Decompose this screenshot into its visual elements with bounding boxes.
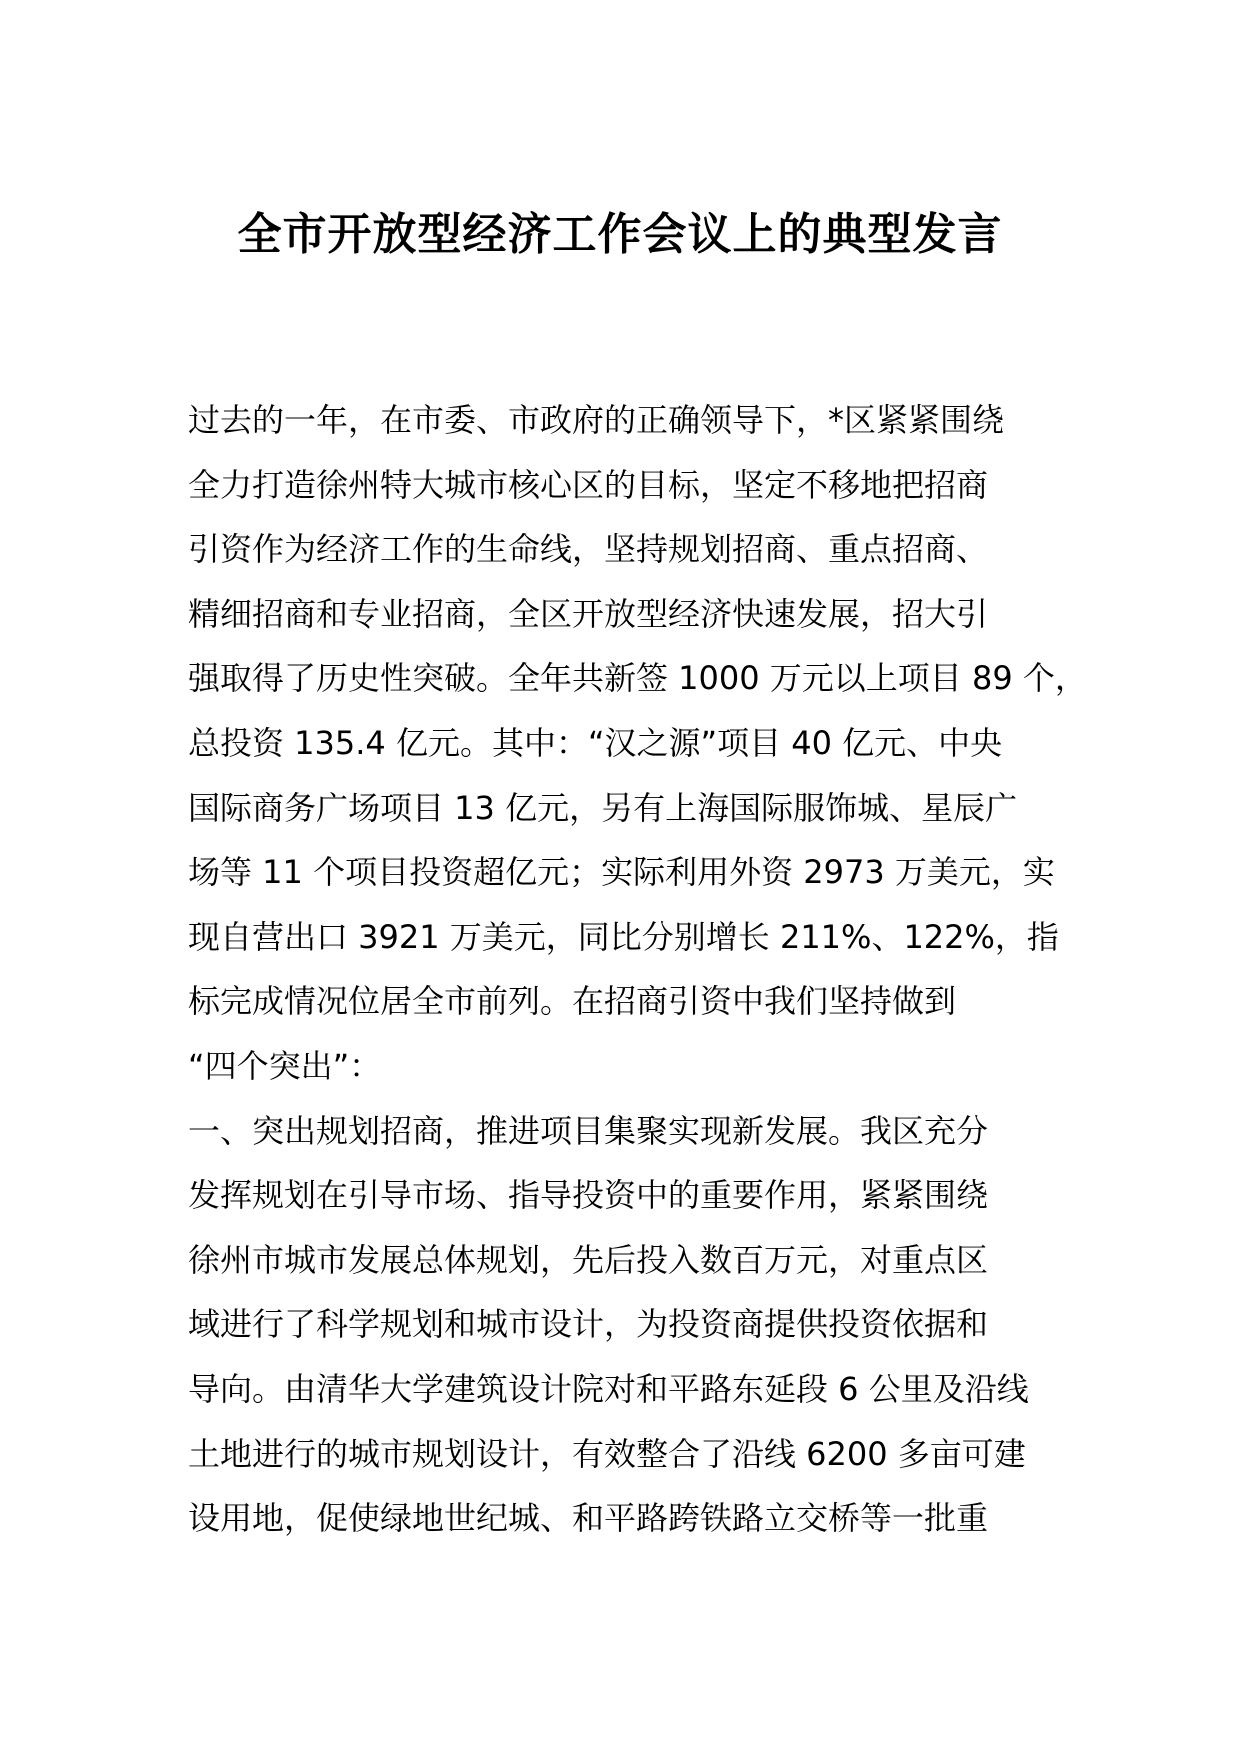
body-line: 发挥规划在引导市场、指导投资中的重要作用，紧紧围绕 [188,1176,989,1215]
body-line: 场等 11 个项目投资超亿元；实际利用外资 2973 万美元，实 [188,853,1055,892]
body-line: “四个突出”： [188,1046,382,1085]
body-line: 国际商务广场项目 13 亿元，另有上海国际服饰城、星辰广 [188,788,1018,827]
body-line: 徐州市城市发展总体规划，先后投入数百万元，对重点区 [188,1240,989,1279]
body-line: 过去的一年，在市委、市政府的正确领导下，*区紧紧围绕 [188,401,1005,439]
body-line: 导向。由清华大学建筑设计院对和平路东延段 6 公里及沿线 [188,1369,1029,1408]
body-line: 设用地，促使绿地世纪城、和平路跨铁路立交桥等一批重 [188,1499,989,1538]
body-line: 一、突出规划招商，推进项目集聚实现新发展。我区充分 [188,1111,989,1150]
document-title: 全市开放型经济工作会议上的典型发言 [237,209,1003,260]
body-line: 标完成情况位居全市前列。在招商引资中我们坚持做到 [188,982,957,1021]
body-line: 现自营出口 3921 万美元，同比分别增长 211%、122%，指 [188,917,1059,956]
body-line: 全力打造徐州特大城市核心区的目标，坚定不移地把招商 [188,465,989,504]
body-line: 强取得了历史性突破。全年共新签 1000 万元以上项目 89 个， [188,659,1087,698]
body-line: 精细招商和专业招商，全区开放型经济快速发展，招大引 [188,594,989,633]
body-line: 土地进行的城市规划设计，有效整合了沿线 6200 多亩可建 [188,1434,1026,1473]
document-body [188,388,1088,1551]
body-line: 域进行了科学规划和城市设计，为投资商提供投资依据和 [188,1305,989,1344]
body-line: 引资作为经济工作的生命线，坚持规划招商、重点招商、 [188,530,989,569]
body-line: 总投资 135.4 亿元。其中：“汉之源”项目 40 亿元、中央 [188,723,1003,762]
